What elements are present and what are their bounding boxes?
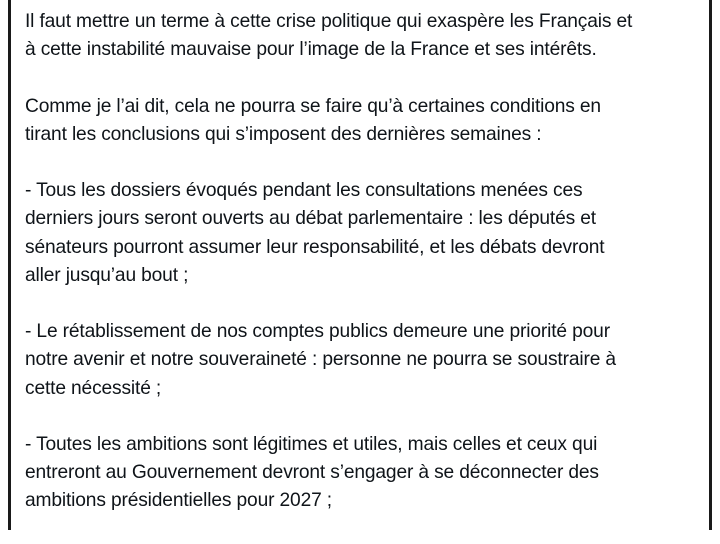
paragraph-3 — [25, 177, 700, 290]
text-line: Comme je l’ai dit, cela ne pourra se faire qu’à certaines conditions en — [25, 95, 601, 117]
paragraph-5 — [25, 431, 700, 516]
text-line: notre avenir et notre souveraineté : personne ne pourra se soustraire à — [25, 349, 616, 371]
text-line: cette nécessité ; — [25, 377, 162, 399]
text-line: entreront au Gouvernement devront s’engager à se déconnecter des — [25, 462, 599, 484]
text-line: sénateurs pourront assumer leur responsabilité, et les débats devront — [25, 236, 605, 258]
post-card — [8, 0, 712, 530]
paragraph-4 — [25, 318, 700, 403]
text-line: - Tous les dossiers évoqués pendant les consultations menées ces — [25, 180, 583, 202]
text-line: Il faut mettre un terme à cette crise politique qui exaspère les Français et — [25, 11, 633, 32]
text-line: - Le rétablissement de nos comptes publics demeure une priorité pour — [25, 321, 610, 343]
text-line: derniers jours seront ouverts au débat parlementaire : les députés et — [25, 208, 596, 230]
paragraph-1 — [25, 8, 700, 64]
text-line: aller jusqu’au bout ; — [25, 264, 189, 286]
post-text — [25, 8, 700, 544]
text-line: ambitions présidentielles pour 2027 ; — [25, 490, 332, 512]
text-line: - Toutes les ambitions sont légitimes et utiles, mais celles et ceux qui — [25, 433, 598, 455]
text-line: tirant les conclusions qui s’imposent des dernières semaines : — [25, 123, 542, 145]
text-line: à cette instabilité mauvaise pour l’image de la France et ses intérêts. — [25, 39, 597, 61]
paragraph-2 — [25, 93, 700, 149]
